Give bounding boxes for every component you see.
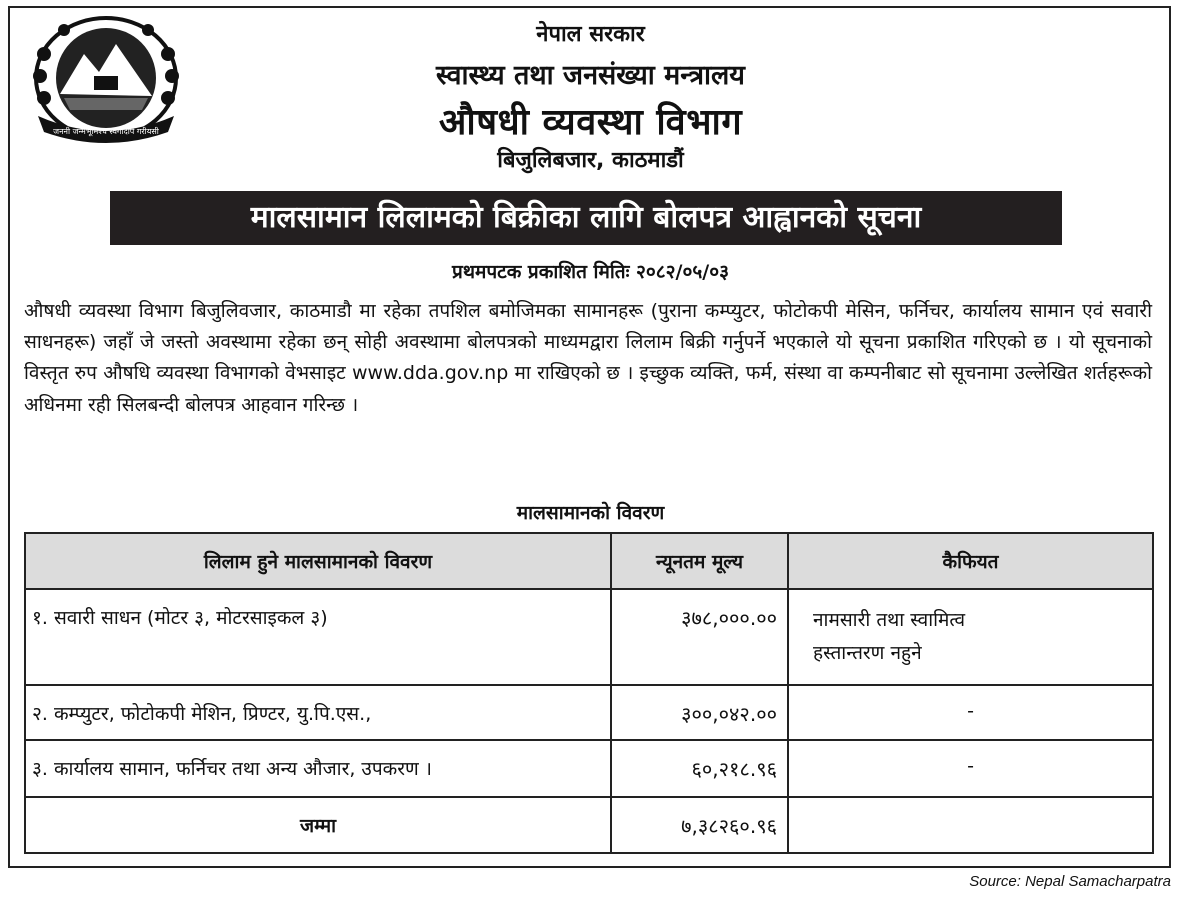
goods-table-heading: मालसामानको विवरण [516,502,665,524]
row-price: ३००,०४२.०० [611,685,788,740]
notice-body: औषधी व्यवस्था विभाग बिजुलिवजार, काठमाडौ मा रहेका तपशिल बमोजिमका सामानहरू (पुराना कम्प्युटर, फोटोकपी मेसिन, फर्निचर, कार्यालय सामान एवं सवारी साधनहरू) जहाँ जे जस्तो अवस्थामा रहेका छन् सोही अवस्थामा बोलपत्रको माध्यमद्वारा लिलाम बिक्री गर्नुपर्ने भएकाले यो सूचना प्रकाशित गरिएको छ । यो सूचनाको विस्तृत रुप औषधि व्यवस्था विभागको वेभसाइट www.dda.gov.np मा राखिएको छ । इच्छुक व्यक्ति, फर्म, संस्था वा कम्पनीबाट सो सूचनामा उल्लेखित शर्तहरूको अधिनमा रही सिलबन्दी बोलपत्र आहवान गरिन्छ । [24,300,1152,416]
table-row [25,685,1153,740]
row-description: ३. कार्यालय सामान, फर्निचर तथा अन्य औजार, उपकरण । [25,740,611,797]
table-row [25,740,1153,797]
row-remark [788,589,1153,685]
publication-date: प्रथमपटक प्रकाशित मितिः २०८२/०५/०३ [452,261,729,283]
total-remark-empty [788,797,1153,853]
goods-table [24,532,1154,854]
row-remark: - [788,685,1153,740]
svg-text:जननी जन्मभूमिश्च स्वर्गादपि गर: जननी जन्मभूमिश्च स्वर्गादपि गरीयसी [53,127,159,136]
government-name: नेपाल सरकार [536,22,645,47]
row-description: १. सवारी साधन (मोटर ३, मोटरसाइकल ३) [25,589,611,685]
row-remark-line: नामसारी तथा स्वामित्व [813,609,966,631]
table-row [25,589,1153,685]
row-remark: - [788,740,1153,797]
column-header-remarks: कैफियत [788,533,1153,589]
row-price: ६०,२१८.९६ [611,740,788,797]
notice-title-banner: मालसामान लिलामको बिक्रीका लागि बोलपत्र आह्वानको सूचना [110,191,1062,245]
table-header-row [25,533,1153,589]
department-name: औषधी व्यवस्था विभाग [438,102,743,143]
row-remark-line: हस्तान्तरण नहुने [813,642,922,664]
department-location: बिजुलिबजार, काठमाडौं [497,148,684,173]
column-header-minimum-price: न्यूनतम मूल्य [611,533,788,589]
row-description: २. कम्प्युटर, फोटोकपी मेशिन, प्रिण्टर, यु.पि.एस., [25,685,611,740]
column-header-description: लिलाम हुने मालसामानको विवरण [25,533,611,589]
row-price: ३७८,०००.०० [611,589,788,685]
total-label: जम्मा [25,797,611,853]
total-value: ७,३८२६०.९६ [611,797,788,853]
source-credit: Source: Nepal Samacharpatra [969,873,1171,890]
table-total-row [25,797,1153,853]
ministry-name: स्वास्थ्य तथा जनसंख्या मन्त्रालय [436,60,745,91]
